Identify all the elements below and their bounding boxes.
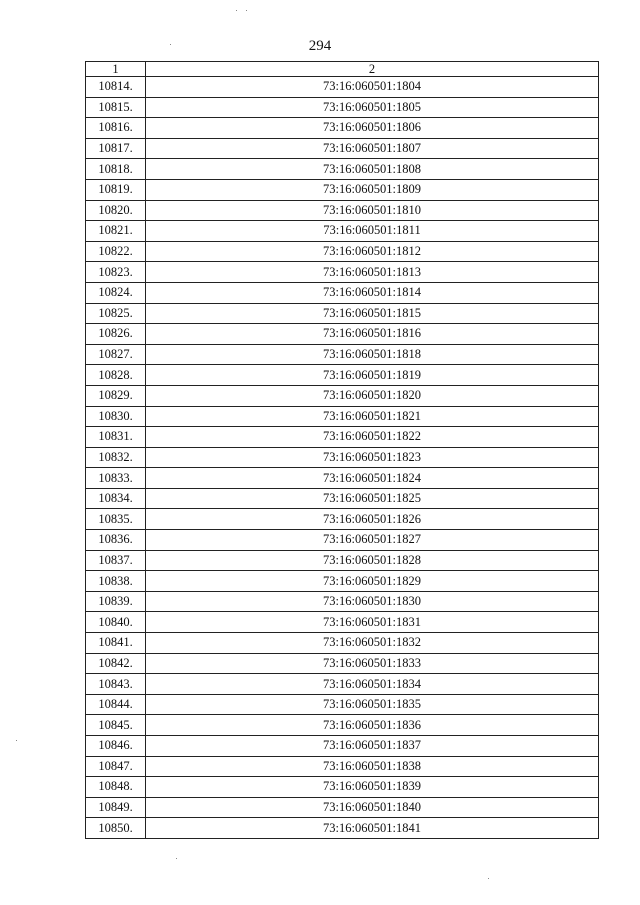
row-number: 10818. bbox=[86, 159, 146, 180]
cadastral-number: 73:16:060501:1812 bbox=[146, 241, 599, 262]
cadastral-number: 73:16:060501:1806 bbox=[146, 118, 599, 139]
cadastral-number: 73:16:060501:1811 bbox=[146, 221, 599, 242]
cadastral-number: 73:16:060501:1818 bbox=[146, 344, 599, 365]
table-row bbox=[86, 818, 599, 839]
table-row bbox=[86, 612, 599, 633]
row-number: 10845. bbox=[86, 715, 146, 736]
table-row bbox=[86, 694, 599, 715]
table-row bbox=[86, 303, 599, 324]
column-header-number: 1 bbox=[86, 62, 146, 77]
table-header-row bbox=[86, 62, 599, 77]
table-row bbox=[86, 262, 599, 283]
row-number: 10815. bbox=[86, 97, 146, 118]
table-row bbox=[86, 447, 599, 468]
cadastral-number: 73:16:060501:1833 bbox=[146, 653, 599, 674]
table-row bbox=[86, 571, 599, 592]
table-row bbox=[86, 97, 599, 118]
column-header-code: 2 bbox=[146, 62, 599, 77]
table-row bbox=[86, 221, 599, 242]
scan-speck bbox=[16, 740, 17, 741]
cadastral-number: 73:16:060501:1825 bbox=[146, 488, 599, 509]
table-row bbox=[86, 674, 599, 695]
row-number: 10829. bbox=[86, 385, 146, 406]
table-row bbox=[86, 77, 599, 98]
cadastral-number: 73:16:060501:1840 bbox=[146, 797, 599, 818]
cadastral-number: 73:16:060501:1819 bbox=[146, 365, 599, 386]
scan-speck bbox=[246, 10, 247, 11]
table-row bbox=[86, 509, 599, 530]
cadastral-number: 73:16:060501:1821 bbox=[146, 406, 599, 427]
table-row bbox=[86, 736, 599, 757]
row-number: 10834. bbox=[86, 488, 146, 509]
cadastral-number: 73:16:060501:1814 bbox=[146, 282, 599, 303]
row-number: 10839. bbox=[86, 591, 146, 612]
row-number: 10817. bbox=[86, 138, 146, 159]
table-row bbox=[86, 406, 599, 427]
table-row bbox=[86, 715, 599, 736]
table-row bbox=[86, 118, 599, 139]
cadastral-number: 73:16:060501:1835 bbox=[146, 694, 599, 715]
cadastral-number: 73:16:060501:1822 bbox=[146, 427, 599, 448]
scan-speck bbox=[488, 878, 489, 879]
table-row bbox=[86, 777, 599, 798]
row-number: 10823. bbox=[86, 262, 146, 283]
row-number: 10820. bbox=[86, 200, 146, 221]
table-row bbox=[86, 200, 599, 221]
row-number: 10843. bbox=[86, 674, 146, 695]
row-number: 10831. bbox=[86, 427, 146, 448]
scan-speck bbox=[236, 10, 237, 11]
row-number: 10848. bbox=[86, 777, 146, 798]
row-number: 10822. bbox=[86, 241, 146, 262]
row-number: 10830. bbox=[86, 406, 146, 427]
cadastral-number: 73:16:060501:1805 bbox=[146, 97, 599, 118]
cadastral-number: 73:16:060501:1807 bbox=[146, 138, 599, 159]
table-row bbox=[86, 488, 599, 509]
row-number: 10840. bbox=[86, 612, 146, 633]
table-row bbox=[86, 653, 599, 674]
table-row bbox=[86, 365, 599, 386]
row-number: 10825. bbox=[86, 303, 146, 324]
table-row bbox=[86, 468, 599, 489]
table-row bbox=[86, 179, 599, 200]
cadastral-number: 73:16:060501:1828 bbox=[146, 550, 599, 571]
row-number: 10821. bbox=[86, 221, 146, 242]
row-number: 10838. bbox=[86, 571, 146, 592]
table-body bbox=[86, 77, 599, 839]
row-number: 10849. bbox=[86, 797, 146, 818]
table-row bbox=[86, 797, 599, 818]
page-number: 294 bbox=[308, 38, 332, 54]
cadastral-number: 73:16:060501:1815 bbox=[146, 303, 599, 324]
row-number: 10842. bbox=[86, 653, 146, 674]
row-number: 10835. bbox=[86, 509, 146, 530]
row-number: 10833. bbox=[86, 468, 146, 489]
cadastral-number: 73:16:060501:1823 bbox=[146, 447, 599, 468]
table-row bbox=[86, 324, 599, 345]
cadastral-number: 73:16:060501:1837 bbox=[146, 736, 599, 757]
row-number: 10850. bbox=[86, 818, 146, 839]
row-number: 10814. bbox=[86, 77, 146, 98]
table-row bbox=[86, 591, 599, 612]
table-row bbox=[86, 385, 599, 406]
table-row bbox=[86, 241, 599, 262]
cadastral-number: 73:16:060501:1834 bbox=[146, 674, 599, 695]
row-number: 10828. bbox=[86, 365, 146, 386]
table-row bbox=[86, 282, 599, 303]
cadastral-number: 73:16:060501:1838 bbox=[146, 756, 599, 777]
row-number: 10837. bbox=[86, 550, 146, 571]
scan-speck bbox=[176, 858, 177, 859]
cadastral-number: 73:16:060501:1816 bbox=[146, 324, 599, 345]
cadastral-number: 73:16:060501:1809 bbox=[146, 179, 599, 200]
row-number: 10816. bbox=[86, 118, 146, 139]
cadastral-number: 73:16:060501:1810 bbox=[146, 200, 599, 221]
cadastral-number: 73:16:060501:1824 bbox=[146, 468, 599, 489]
row-number: 10826. bbox=[86, 324, 146, 345]
table-row bbox=[86, 427, 599, 448]
row-number: 10824. bbox=[86, 282, 146, 303]
cadastral-number: 73:16:060501:1820 bbox=[146, 385, 599, 406]
cadastral-number: 73:16:060501:1841 bbox=[146, 818, 599, 839]
scan-speck bbox=[170, 44, 171, 45]
table-row bbox=[86, 756, 599, 777]
row-number: 10836. bbox=[86, 530, 146, 551]
table-row bbox=[86, 633, 599, 654]
table-row bbox=[86, 550, 599, 571]
cadastral-number: 73:16:060501:1808 bbox=[146, 159, 599, 180]
row-number: 10827. bbox=[86, 344, 146, 365]
cadastral-number: 73:16:060501:1830 bbox=[146, 591, 599, 612]
row-number: 10841. bbox=[86, 633, 146, 654]
cadastral-number: 73:16:060501:1826 bbox=[146, 509, 599, 530]
cadastral-number: 73:16:060501:1832 bbox=[146, 633, 599, 654]
cadastral-number: 73:16:060501:1831 bbox=[146, 612, 599, 633]
row-number: 10832. bbox=[86, 447, 146, 468]
cadastral-number: 73:16:060501:1804 bbox=[146, 77, 599, 98]
cadastral-number: 73:16:060501:1839 bbox=[146, 777, 599, 798]
row-number: 10847. bbox=[86, 756, 146, 777]
table-row bbox=[86, 530, 599, 551]
row-number: 10819. bbox=[86, 179, 146, 200]
cadastral-number: 73:16:060501:1813 bbox=[146, 262, 599, 283]
cadastral-number: 73:16:060501:1827 bbox=[146, 530, 599, 551]
cadastral-table bbox=[85, 61, 599, 839]
table-row bbox=[86, 138, 599, 159]
row-number: 10846. bbox=[86, 736, 146, 757]
table-row bbox=[86, 344, 599, 365]
row-number: 10844. bbox=[86, 694, 146, 715]
table-row bbox=[86, 159, 599, 180]
cadastral-number: 73:16:060501:1836 bbox=[146, 715, 599, 736]
cadastral-number: 73:16:060501:1829 bbox=[146, 571, 599, 592]
